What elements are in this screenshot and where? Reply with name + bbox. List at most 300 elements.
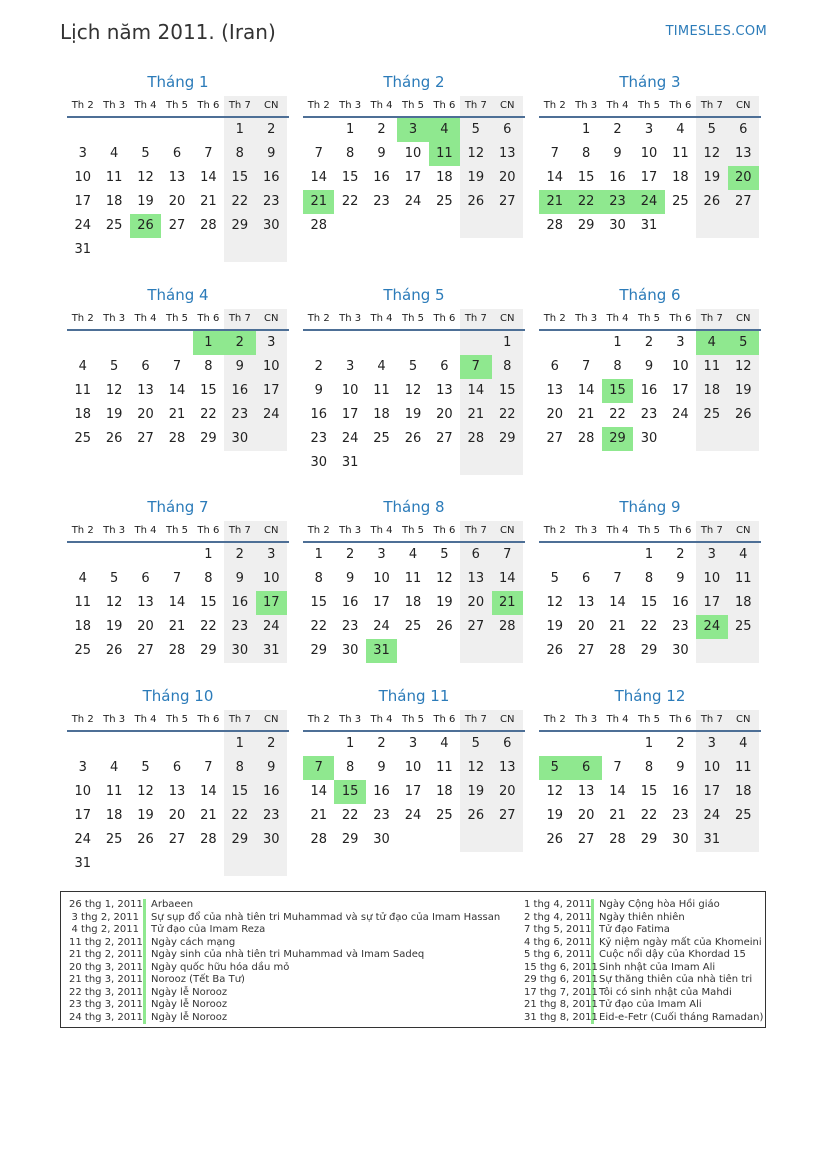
day-cell[interactable]: 19	[728, 379, 759, 403]
day-cell[interactable]: 26	[460, 190, 491, 214]
day-cell[interactable]: 1	[204, 547, 213, 562]
day-cell[interactable]: 2	[377, 736, 386, 751]
day-cell[interactable]: 16	[373, 784, 390, 799]
day-cell[interactable]: 28	[310, 218, 327, 233]
day-cell[interactable]: 23	[224, 615, 255, 639]
day-cell[interactable]: 2	[256, 118, 287, 142]
day-cell[interactable]: 6	[492, 732, 523, 756]
day-cell[interactable]: 30	[224, 427, 255, 451]
day-cell[interactable]: 1	[492, 331, 523, 355]
day-cell[interactable]: 16	[256, 780, 287, 804]
day-cell[interactable]: 27	[577, 832, 595, 847]
day-cell[interactable]: 28	[577, 431, 595, 446]
day-cell[interactable]: 29	[200, 431, 217, 446]
day-cell[interactable]: 23	[373, 194, 390, 209]
day-cell[interactable]: 7	[303, 756, 334, 780]
day-cell[interactable]: 13	[168, 170, 186, 185]
day-cell[interactable]: 18	[74, 619, 91, 634]
day-cell[interactable]: 22	[341, 194, 359, 209]
day-cell[interactable]: 30	[373, 832, 390, 847]
day-cell[interactable]: 17	[696, 591, 727, 615]
day-cell[interactable]: 6	[492, 118, 523, 142]
day-cell[interactable]: 21	[310, 808, 327, 823]
day-cell[interactable]: 11	[728, 756, 759, 780]
day-cell[interactable]: 16	[224, 379, 255, 403]
day-cell[interactable]: 1	[345, 122, 355, 137]
day-cell[interactable]: 19	[546, 619, 563, 634]
day-cell[interactable]: 2	[613, 122, 622, 137]
day-cell[interactable]: 15	[577, 170, 595, 185]
day-cell[interactable]: 26	[130, 214, 161, 238]
day-cell[interactable]: 9	[224, 567, 255, 591]
day-cell[interactable]: 29	[341, 832, 359, 847]
day-cell[interactable]: 13	[168, 784, 186, 799]
day-cell[interactable]: 28	[168, 431, 186, 446]
day-cell[interactable]: 6	[172, 146, 182, 161]
day-cell[interactable]: 7	[581, 359, 591, 374]
day-cell[interactable]: 30	[341, 643, 359, 658]
day-cell[interactable]: 15	[224, 780, 255, 804]
day-cell[interactable]: 21	[609, 619, 626, 634]
day-cell[interactable]: 16	[256, 166, 287, 190]
day-cell[interactable]: 8	[581, 146, 591, 161]
day-cell[interactable]: 19	[460, 780, 491, 804]
day-cell[interactable]: 17	[74, 808, 91, 823]
day-cell[interactable]: 6	[550, 359, 559, 374]
day-cell[interactable]: 16	[341, 595, 359, 610]
day-cell[interactable]: 5	[696, 118, 727, 142]
day-cell[interactable]: 5	[460, 118, 491, 142]
day-cell[interactable]: 2	[676, 736, 685, 751]
day-cell[interactable]: 8	[314, 571, 323, 586]
day-cell[interactable]: 9	[377, 146, 386, 161]
day-cell[interactable]: 25	[74, 431, 91, 446]
day-cell[interactable]: 21	[609, 808, 626, 823]
day-cell[interactable]: 29	[602, 427, 633, 451]
day-cell[interactable]: 8	[224, 756, 255, 780]
day-cell[interactable]: 14	[200, 170, 217, 185]
day-cell[interactable]: 20	[436, 407, 453, 422]
day-cell[interactable]: 6	[460, 543, 491, 567]
day-cell[interactable]: 22	[640, 808, 658, 823]
day-cell[interactable]: 20	[168, 808, 186, 823]
day-cell[interactable]: 24	[74, 832, 91, 847]
day-cell[interactable]: 7	[172, 571, 182, 586]
day-cell[interactable]: 10	[74, 170, 91, 185]
day-cell[interactable]: 2	[314, 359, 323, 374]
day-cell[interactable]: 6	[440, 359, 449, 374]
day-cell[interactable]: 28	[310, 832, 327, 847]
day-cell[interactable]: 21	[168, 407, 186, 422]
day-cell[interactable]: 8	[204, 571, 213, 586]
day-cell[interactable]: 8	[224, 142, 255, 166]
day-cell[interactable]: 19	[137, 808, 154, 823]
day-cell[interactable]: 26	[460, 804, 491, 828]
day-cell[interactable]: 20	[168, 194, 186, 209]
day-cell[interactable]: 11	[672, 146, 689, 161]
day-cell[interactable]: 19	[404, 407, 422, 422]
day-cell[interactable]: 3	[408, 736, 418, 751]
day-cell[interactable]: 18	[404, 595, 422, 610]
day-cell[interactable]: 20	[492, 166, 523, 190]
day-cell[interactable]: 6	[581, 571, 591, 586]
day-cell[interactable]: 1	[345, 736, 355, 751]
day-cell[interactable]: 25	[105, 832, 123, 847]
day-cell[interactable]: 23	[256, 190, 287, 214]
day-cell[interactable]: 13	[137, 383, 154, 398]
day-cell[interactable]: 22	[224, 804, 255, 828]
day-cell[interactable]: 31	[696, 828, 727, 852]
day-cell[interactable]: 11	[696, 355, 727, 379]
day-cell[interactable]: 9	[256, 142, 287, 166]
day-cell[interactable]: 13	[492, 142, 523, 166]
day-cell[interactable]: 18	[436, 170, 453, 185]
day-cell[interactable]: 12	[105, 383, 123, 398]
day-cell[interactable]: 8	[644, 571, 654, 586]
day-cell[interactable]: 25	[728, 615, 759, 639]
day-cell[interactable]: 17	[256, 591, 287, 615]
day-cell[interactable]: 22	[570, 190, 601, 214]
day-cell[interactable]: 7	[460, 355, 491, 379]
day-cell[interactable]: 24	[696, 615, 727, 639]
day-cell[interactable]: 18	[105, 808, 123, 823]
day-cell[interactable]: 14	[609, 595, 626, 610]
day-cell[interactable]: 12	[460, 142, 491, 166]
day-cell[interactable]: 23	[640, 407, 658, 422]
day-cell[interactable]: 28	[546, 218, 563, 233]
day-cell[interactable]: 15	[492, 379, 523, 403]
day-cell[interactable]: 19	[460, 166, 491, 190]
day-cell[interactable]: 27	[137, 431, 154, 446]
day-cell[interactable]: 2	[377, 122, 386, 137]
day-cell[interactable]: 21	[577, 407, 595, 422]
day-cell[interactable]: 30	[609, 218, 626, 233]
day-cell[interactable]: 24	[256, 615, 287, 639]
day-cell[interactable]: 8	[613, 359, 622, 374]
day-cell[interactable]: 2	[644, 335, 654, 350]
day-cell[interactable]: 12	[404, 383, 422, 398]
day-cell[interactable]: 9	[224, 355, 255, 379]
day-cell[interactable]: 16	[310, 407, 327, 422]
day-cell[interactable]: 10	[696, 756, 727, 780]
day-cell[interactable]: 2	[345, 547, 355, 562]
day-cell[interactable]: 11	[728, 567, 759, 591]
day-cell[interactable]: 12	[137, 784, 154, 799]
day-cell[interactable]: 29	[200, 643, 217, 658]
day-cell[interactable]: 7	[314, 146, 323, 161]
day-cell[interactable]: 19	[105, 619, 123, 634]
day-cell[interactable]: 18	[728, 780, 759, 804]
day-cell[interactable]: 17	[74, 194, 91, 209]
day-cell[interactable]: 25	[74, 643, 91, 658]
day-cell[interactable]: 4	[429, 118, 460, 142]
day-cell[interactable]: 1	[193, 331, 224, 355]
day-cell[interactable]: 10	[696, 567, 727, 591]
day-cell[interactable]: 19	[105, 407, 123, 422]
day-cell[interactable]: 30	[640, 431, 658, 446]
day-cell[interactable]: 21	[168, 619, 186, 634]
day-cell[interactable]: 10	[373, 571, 390, 586]
day-cell[interactable]: 15	[640, 784, 658, 799]
day-cell[interactable]: 27	[492, 804, 523, 828]
day-cell[interactable]: 9	[676, 760, 685, 775]
day-cell[interactable]: 26	[137, 832, 154, 847]
day-cell[interactable]: 3	[696, 543, 727, 567]
day-cell[interactable]: 19	[696, 166, 727, 190]
day-cell[interactable]: 22	[640, 619, 658, 634]
day-cell[interactable]: 27	[137, 643, 154, 658]
day-cell[interactable]: 12	[460, 756, 491, 780]
day-cell[interactable]: 26	[404, 431, 422, 446]
day-cell[interactable]: 23	[373, 808, 390, 823]
day-cell[interactable]: 14	[577, 383, 595, 398]
day-cell[interactable]: 3	[397, 118, 428, 142]
day-cell[interactable]: 16	[672, 595, 689, 610]
day-cell[interactable]: 12	[546, 784, 563, 799]
day-cell[interactable]: 29	[224, 828, 255, 852]
day-cell[interactable]: 7	[204, 760, 213, 775]
day-cell[interactable]: 24	[404, 808, 422, 823]
day-cell[interactable]: 11	[74, 595, 91, 610]
day-cell[interactable]: 10	[404, 760, 422, 775]
day-cell[interactable]: 1	[314, 547, 323, 562]
day-cell[interactable]: 7	[550, 146, 559, 161]
day-cell[interactable]: 4	[440, 736, 449, 751]
day-cell[interactable]: 30	[672, 643, 689, 658]
day-cell[interactable]: 18	[672, 170, 689, 185]
day-cell[interactable]: 13	[577, 784, 595, 799]
day-cell[interactable]: 28	[200, 832, 217, 847]
day-cell[interactable]: 5	[109, 359, 119, 374]
day-cell[interactable]: 20	[577, 808, 595, 823]
day-cell[interactable]: 17	[404, 784, 422, 799]
day-cell[interactable]: 6	[570, 756, 601, 780]
day-cell[interactable]: 30	[672, 832, 689, 847]
day-cell[interactable]: 31	[640, 218, 658, 233]
day-cell[interactable]: 13	[728, 142, 759, 166]
day-cell[interactable]: 3	[78, 146, 87, 161]
day-cell[interactable]: 6	[172, 760, 182, 775]
day-cell[interactable]: 9	[613, 146, 622, 161]
day-cell[interactable]: 29	[640, 643, 658, 658]
day-cell[interactable]: 3	[377, 547, 386, 562]
day-cell[interactable]: 6	[141, 359, 150, 374]
day-cell[interactable]: 17	[672, 383, 689, 398]
day-cell[interactable]: 27	[492, 190, 523, 214]
day-cell[interactable]: 4	[408, 547, 418, 562]
day-cell[interactable]: 13	[492, 756, 523, 780]
day-cell[interactable]: 28	[460, 427, 491, 451]
day-cell[interactable]: 14	[310, 170, 327, 185]
day-cell[interactable]: 9	[377, 760, 386, 775]
day-cell[interactable]: 16	[609, 170, 626, 185]
day-cell[interactable]: 20	[546, 407, 563, 422]
day-cell[interactable]: 7	[204, 146, 213, 161]
day-cell[interactable]: 4	[728, 732, 759, 756]
day-cell[interactable]: 25	[436, 194, 453, 209]
day-cell[interactable]: 20	[460, 591, 491, 615]
day-cell[interactable]: 4	[109, 146, 119, 161]
day-cell[interactable]: 6	[141, 571, 150, 586]
day-cell[interactable]: 4	[377, 359, 386, 374]
day-cell[interactable]: 18	[728, 591, 759, 615]
day-cell[interactable]: 28	[168, 643, 186, 658]
day-cell[interactable]: 22	[492, 403, 523, 427]
day-cell[interactable]: 5	[440, 547, 449, 562]
day-cell[interactable]: 14	[609, 784, 626, 799]
day-cell[interactable]: 10	[341, 383, 359, 398]
day-cell[interactable]: 18	[696, 379, 727, 403]
day-cell[interactable]: 4	[109, 760, 119, 775]
day-cell[interactable]: 30	[310, 455, 327, 470]
day-cell[interactable]: 9	[256, 756, 287, 780]
day-cell[interactable]: 14	[310, 784, 327, 799]
day-cell[interactable]: 23	[224, 403, 255, 427]
day-cell[interactable]: 9	[314, 383, 323, 398]
day-cell[interactable]: 1	[644, 547, 654, 562]
day-cell[interactable]: 26	[696, 190, 727, 214]
brand-link[interactable]: TIMESLES.COM	[665, 24, 767, 39]
day-cell[interactable]: 20	[137, 619, 154, 634]
day-cell[interactable]: 22	[609, 407, 626, 422]
day-cell[interactable]: 24	[633, 190, 664, 214]
day-cell[interactable]: 22	[200, 619, 217, 634]
day-cell[interactable]: 6	[728, 118, 759, 142]
day-cell[interactable]: 14	[168, 383, 186, 398]
day-cell[interactable]: 30	[256, 828, 287, 852]
day-cell[interactable]: 26	[546, 643, 563, 658]
day-cell[interactable]: 26	[546, 832, 563, 847]
day-cell[interactable]: 2	[224, 331, 255, 355]
day-cell[interactable]: 1	[644, 736, 654, 751]
day-cell[interactable]: 10	[672, 359, 689, 374]
day-cell[interactable]: 10	[256, 355, 287, 379]
day-cell[interactable]: 9	[644, 359, 654, 374]
day-cell[interactable]: 29	[577, 218, 595, 233]
day-cell[interactable]: 5	[460, 732, 491, 756]
day-cell[interactable]: 17	[640, 170, 658, 185]
day-cell[interactable]: 10	[640, 146, 658, 161]
day-cell[interactable]: 2	[676, 547, 685, 562]
day-cell[interactable]: 4	[728, 543, 759, 567]
day-cell[interactable]: 12	[546, 595, 563, 610]
day-cell[interactable]: 20	[137, 407, 154, 422]
day-cell[interactable]: 1	[224, 732, 255, 756]
day-cell[interactable]: 13	[577, 595, 595, 610]
day-cell[interactable]: 27	[436, 431, 453, 446]
day-cell[interactable]: 24	[373, 619, 390, 634]
day-cell[interactable]: 8	[492, 355, 523, 379]
day-cell[interactable]: 18	[436, 784, 453, 799]
day-cell[interactable]: 7	[492, 543, 523, 567]
day-cell[interactable]: 4	[78, 571, 87, 586]
day-cell[interactable]: 5	[141, 146, 150, 161]
day-cell[interactable]: 3	[644, 122, 654, 137]
day-cell[interactable]: 27	[546, 431, 563, 446]
day-cell[interactable]: 20	[577, 619, 595, 634]
day-cell[interactable]: 27	[168, 832, 186, 847]
day-cell[interactable]: 24	[74, 218, 91, 233]
day-cell[interactable]: 24	[672, 407, 689, 422]
day-cell[interactable]: 25	[436, 808, 453, 823]
day-cell[interactable]: 17	[256, 379, 287, 403]
day-cell[interactable]: 20	[728, 166, 759, 190]
day-cell[interactable]: 8	[345, 760, 355, 775]
day-cell[interactable]: 4	[696, 331, 727, 355]
day-cell[interactable]: 31	[74, 242, 91, 257]
day-cell[interactable]: 29	[640, 832, 658, 847]
day-cell[interactable]: 3	[696, 732, 727, 756]
day-cell[interactable]: 3	[78, 760, 87, 775]
day-cell[interactable]: 16	[373, 170, 390, 185]
day-cell[interactable]: 24	[404, 194, 422, 209]
day-cell[interactable]: 13	[137, 595, 154, 610]
day-cell[interactable]: 10	[74, 784, 91, 799]
day-cell[interactable]: 7	[172, 359, 182, 374]
day-cell[interactable]: 22	[310, 619, 327, 634]
day-cell[interactable]: 5	[728, 331, 759, 355]
day-cell[interactable]: 12	[105, 595, 123, 610]
day-cell[interactable]: 19	[436, 595, 453, 610]
day-cell[interactable]: 14	[200, 784, 217, 799]
day-cell[interactable]: 12	[696, 142, 727, 166]
day-cell[interactable]: 11	[74, 383, 91, 398]
day-cell[interactable]: 14	[460, 379, 491, 403]
day-cell[interactable]: 22	[341, 808, 359, 823]
day-cell[interactable]: 11	[373, 383, 390, 398]
day-cell[interactable]: 30	[224, 639, 255, 663]
day-cell[interactable]: 25	[672, 194, 689, 209]
day-cell[interactable]: 16	[640, 383, 658, 398]
day-cell[interactable]: 30	[256, 214, 287, 238]
day-cell[interactable]: 19	[546, 808, 563, 823]
day-cell[interactable]: 1	[224, 118, 255, 142]
day-cell[interactable]: 7	[613, 571, 622, 586]
day-cell[interactable]: 3	[256, 331, 287, 355]
day-cell[interactable]: 20	[492, 780, 523, 804]
day-cell[interactable]: 28	[492, 615, 523, 639]
day-cell[interactable]: 8	[204, 359, 213, 374]
day-cell[interactable]: 13	[436, 383, 453, 398]
day-cell[interactable]: 17	[341, 407, 359, 422]
day-cell[interactable]: 8	[345, 146, 355, 161]
day-cell[interactable]: 17	[373, 595, 390, 610]
day-cell[interactable]: 15	[310, 595, 327, 610]
day-cell[interactable]: 17	[696, 780, 727, 804]
day-cell[interactable]: 27	[728, 190, 759, 214]
day-cell[interactable]: 26	[436, 619, 453, 634]
day-cell[interactable]: 15	[341, 170, 359, 185]
day-cell[interactable]: 11	[105, 170, 123, 185]
day-cell[interactable]: 4	[676, 122, 685, 137]
day-cell[interactable]: 24	[256, 403, 287, 427]
day-cell[interactable]: 3	[345, 359, 355, 374]
day-cell[interactable]: 11	[404, 571, 422, 586]
day-cell[interactable]: 15	[334, 780, 365, 804]
day-cell[interactable]: 5	[141, 760, 150, 775]
day-cell[interactable]: 23	[672, 808, 689, 823]
day-cell[interactable]: 28	[609, 832, 626, 847]
day-cell[interactable]: 14	[168, 595, 186, 610]
day-cell[interactable]: 11	[436, 760, 453, 775]
day-cell[interactable]: 28	[200, 218, 217, 233]
day-cell[interactable]: 16	[672, 784, 689, 799]
day-cell[interactable]: 21	[539, 190, 570, 214]
day-cell[interactable]: 16	[224, 591, 255, 615]
day-cell[interactable]: 2	[224, 543, 255, 567]
day-cell[interactable]: 13	[460, 567, 491, 591]
day-cell[interactable]: 11	[429, 142, 460, 166]
